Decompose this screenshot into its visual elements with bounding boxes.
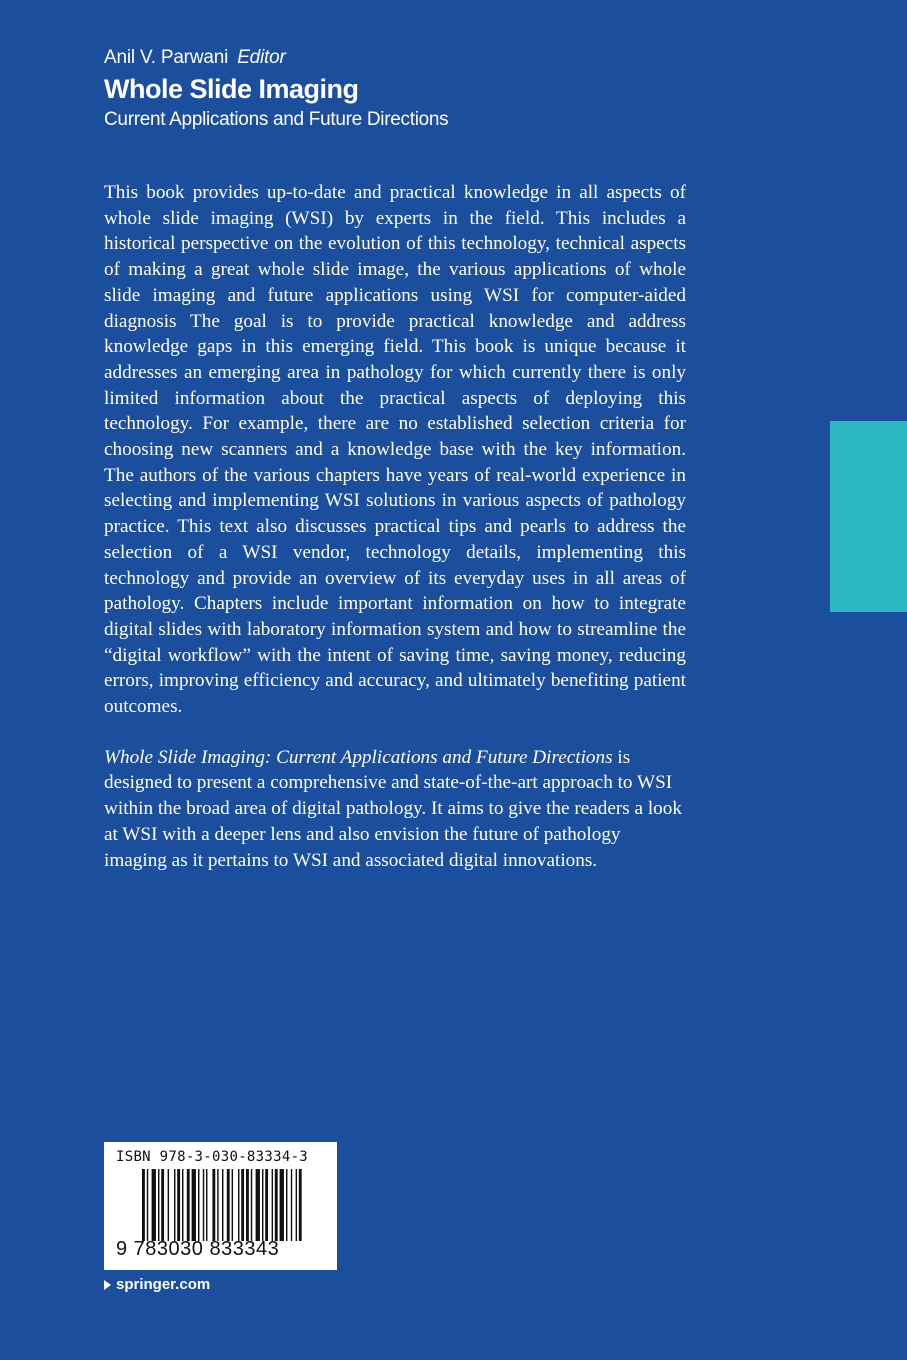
barcode-icon (142, 1169, 302, 1241)
blurb-paragraph-1: This book provides up-to-date and practical knowledge in all aspects of whole slide imaging (WSI) by experts in the field. This includes a historical perspective on the evolution of this technology, technical aspects of making a great whole slide image, the various applications of whole slide imaging and future applications using WSI for computer-aided diagnosis The goal is to provide practical knowledge and address knowledge gaps in this emerging field. This book is unique because it addresses an emerging area in pathology for which currently there is only limited information about the practical aspects of deploying this technology. For example, there are no established selection criteria for choosing new scanners and a knowledge base with the key information. The authors of the various chapters have years of real-world experience in selecting and implementing WSI solutions in various aspects of pathology practice. This text also discusses practical tips and pearls to address the selection of a WSI vendor, technology details, implementing this technology and provide an overview of its everyday uses in all areas of pathology. Chapters include important information on how to integrate digital slides with laboratory information system and how to streamline the “digital workflow” with the intent of saving time, saving money, reducing errors, improving efficiency and accuracy, and ultimately benefiting patient outcomes. (104, 182, 686, 718)
isbn-text: ISBN 978-3-030-83334-3 (116, 1149, 309, 1165)
editor-name: Anil V. Parwani (104, 47, 229, 68)
blurb-paragraph-2-text: is designed to present a comprehensive and state-of-the-art approach to WSI within the broad area of digital pathology. It aims to give the readers a look at WSI with a deeper lens and also envision the future of pathology imaging as it pertains to WSI and associated digital innovations. (104, 746, 682, 871)
publisher-link-label: springer.com (116, 1276, 211, 1293)
arrow-right-icon (104, 1280, 111, 1290)
book-title: Whole Slide Imaging (104, 74, 359, 104)
barcode-box (104, 1142, 337, 1270)
editor-role: Editor (237, 47, 286, 68)
book-subtitle: Current Applications and Future Directions (104, 109, 449, 130)
accent-tab (830, 421, 907, 612)
barcode-digits: 9 783030 833343 (116, 1238, 280, 1260)
publisher-link[interactable] (104, 1276, 210, 1293)
blurb-paragraph-2 (104, 745, 686, 874)
editor-line (104, 46, 286, 70)
book-title-italic: Whole Slide Imaging: Current Applications and Future Directions (104, 746, 613, 768)
back-cover-blurb (104, 180, 686, 873)
